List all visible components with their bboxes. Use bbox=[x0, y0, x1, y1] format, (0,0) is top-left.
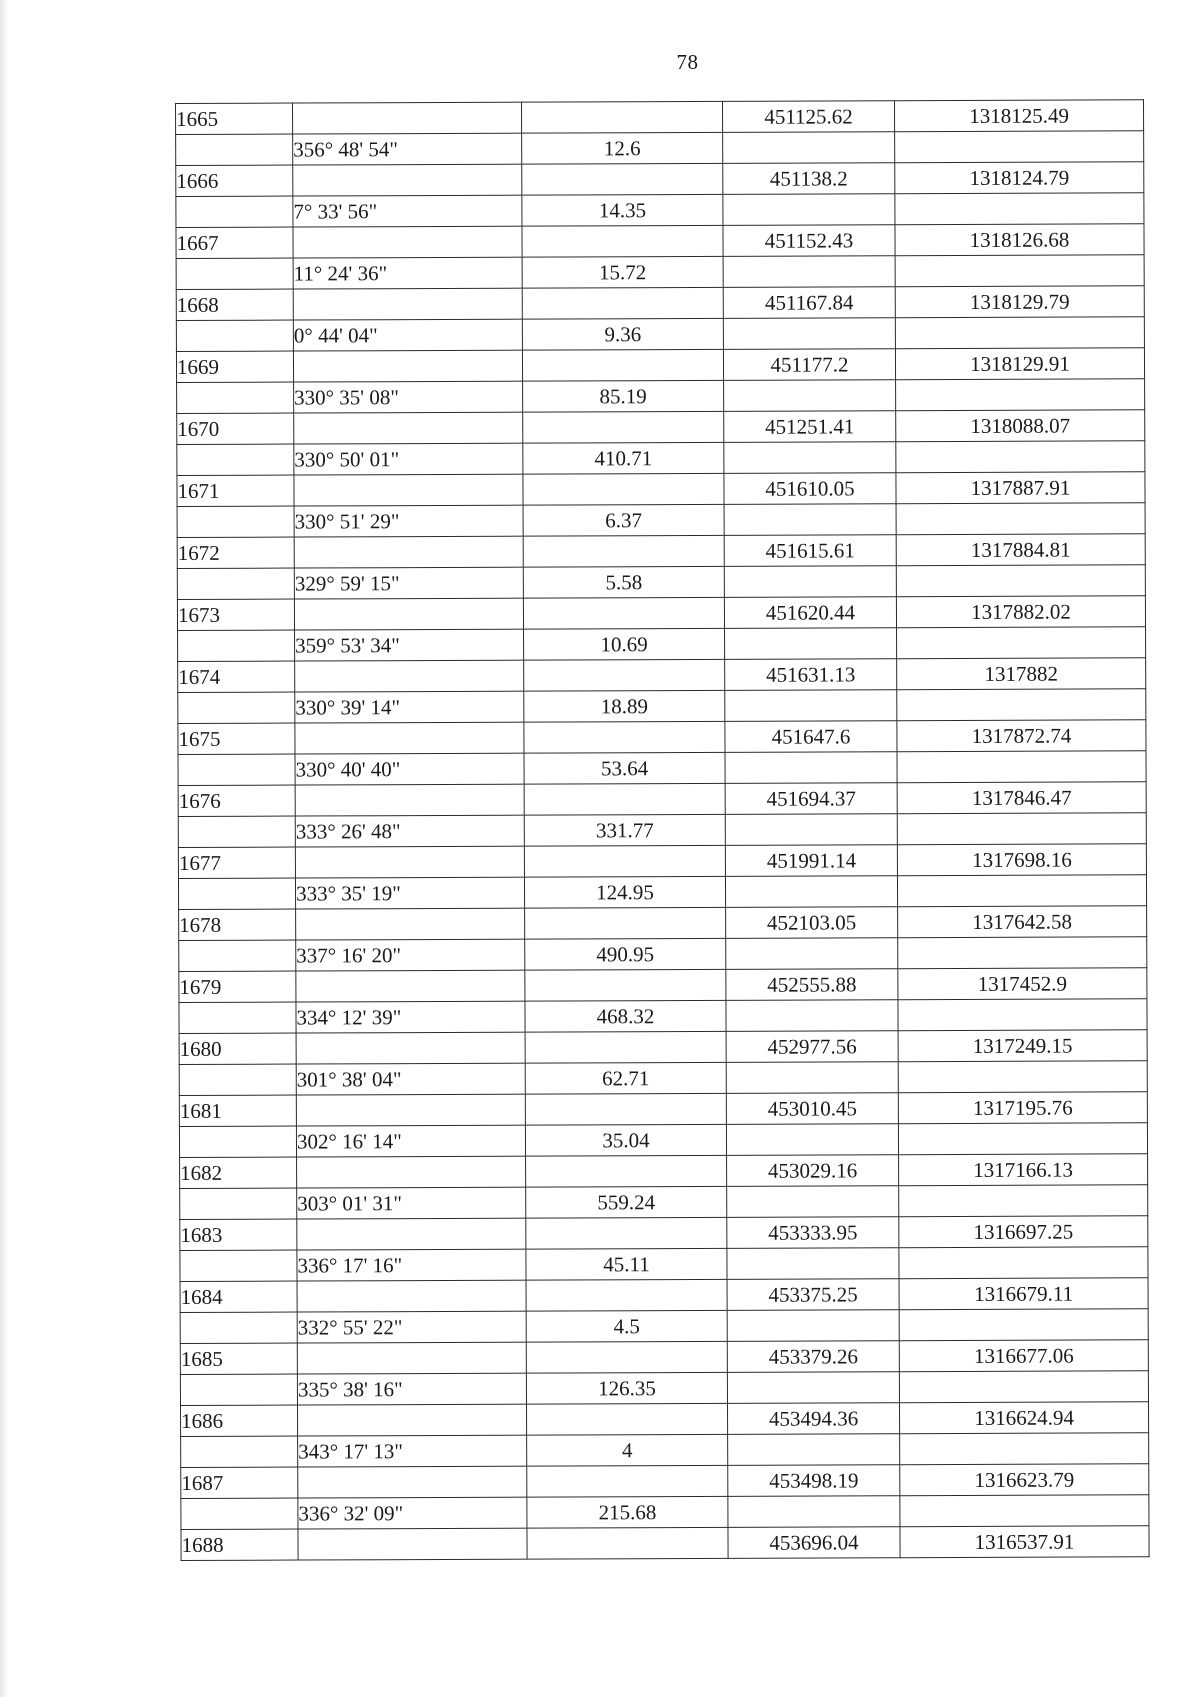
empty-cell bbox=[895, 255, 1144, 287]
empty-cell bbox=[295, 660, 524, 692]
empty-cell bbox=[897, 689, 1146, 721]
table-row-leg bbox=[181, 1495, 1149, 1530]
station-number: 1673 bbox=[177, 599, 294, 630]
station-number: 1681 bbox=[179, 1095, 296, 1126]
empty-cell bbox=[897, 751, 1146, 783]
station-number: 1675 bbox=[178, 723, 295, 754]
empty-cell bbox=[293, 288, 522, 320]
distance-value: 85.19 bbox=[523, 380, 724, 412]
empty-cell bbox=[297, 1280, 526, 1312]
empty-cell bbox=[727, 1248, 899, 1280]
empty-cell bbox=[297, 1218, 526, 1250]
empty-cell bbox=[724, 442, 896, 474]
table-row-station bbox=[180, 1154, 1148, 1189]
empty-cell bbox=[725, 628, 897, 660]
table-row-leg bbox=[180, 1309, 1148, 1344]
easting-value: 1317195.76 bbox=[898, 1092, 1147, 1124]
table-row-leg bbox=[179, 937, 1147, 972]
distance-value: 468.32 bbox=[525, 1000, 726, 1032]
distance-value: 53.64 bbox=[524, 752, 725, 784]
station-number: 1682 bbox=[180, 1157, 297, 1188]
empty-cell bbox=[178, 692, 295, 723]
bearing-value: 333° 26' 48" bbox=[295, 815, 524, 847]
table-row-leg bbox=[177, 503, 1145, 538]
empty-cell bbox=[179, 1064, 296, 1095]
empty-cell bbox=[724, 380, 896, 412]
station-number: 1688 bbox=[181, 1529, 298, 1560]
empty-cell bbox=[727, 1186, 899, 1218]
distance-value: 559.24 bbox=[526, 1186, 727, 1218]
bearing-value: 336° 17' 16" bbox=[297, 1249, 526, 1281]
distance-value: 62.71 bbox=[525, 1062, 726, 1094]
table-row-leg bbox=[180, 1371, 1148, 1406]
station-number: 1666 bbox=[176, 165, 293, 196]
empty-cell bbox=[526, 1217, 727, 1249]
empty-cell bbox=[294, 536, 523, 568]
distance-value: 45.11 bbox=[526, 1248, 727, 1280]
distance-value: 490.95 bbox=[525, 938, 726, 970]
bearing-value: 11° 24' 36" bbox=[293, 257, 522, 289]
table-row-station bbox=[180, 1340, 1148, 1375]
empty-cell bbox=[180, 1250, 297, 1281]
empty-cell bbox=[177, 506, 294, 537]
empty-cell bbox=[899, 1247, 1148, 1279]
distance-value: 14.35 bbox=[522, 194, 723, 226]
table-row-station bbox=[176, 162, 1144, 197]
empty-cell bbox=[526, 1341, 727, 1373]
bearing-value: 343° 17' 13" bbox=[298, 1435, 527, 1467]
empty-cell bbox=[297, 1342, 526, 1374]
empty-cell bbox=[895, 317, 1144, 349]
station-number: 1685 bbox=[180, 1343, 297, 1374]
northing-value: 453375.25 bbox=[727, 1279, 899, 1311]
table-row-station bbox=[179, 1030, 1147, 1065]
table-row-station bbox=[176, 348, 1144, 383]
station-number: 1679 bbox=[179, 971, 296, 1002]
station-number: 1674 bbox=[178, 661, 295, 692]
empty-cell bbox=[177, 382, 294, 413]
table-row-station bbox=[179, 906, 1147, 941]
empty-cell bbox=[179, 1126, 296, 1157]
table-row-station bbox=[178, 658, 1146, 693]
empty-cell bbox=[898, 1123, 1147, 1155]
empty-cell bbox=[725, 814, 897, 846]
empty-cell bbox=[525, 1031, 726, 1063]
table-row-leg bbox=[179, 999, 1147, 1034]
station-number: 1671 bbox=[177, 475, 294, 506]
distance-value: 9.36 bbox=[522, 318, 723, 350]
bearing-value: 303° 01' 31" bbox=[297, 1187, 526, 1219]
easting-value: 1316679.11 bbox=[899, 1278, 1148, 1310]
table-row-station bbox=[180, 1216, 1148, 1251]
table-row-leg bbox=[179, 1123, 1147, 1158]
empty-cell bbox=[526, 1403, 727, 1435]
empty-cell bbox=[293, 226, 522, 258]
empty-cell bbox=[725, 690, 897, 722]
station-number: 1668 bbox=[176, 289, 293, 320]
easting-value: 1317872.74 bbox=[897, 720, 1146, 752]
northing-value: 451152.43 bbox=[723, 225, 895, 257]
empty-cell bbox=[896, 503, 1145, 535]
empty-cell bbox=[896, 441, 1145, 473]
bearing-value: 301° 38' 04" bbox=[296, 1063, 525, 1095]
empty-cell bbox=[723, 194, 895, 226]
table-row-leg bbox=[177, 565, 1145, 600]
empty-cell bbox=[726, 1124, 898, 1156]
table-row-leg bbox=[176, 193, 1144, 228]
distance-value: 15.72 bbox=[522, 256, 723, 288]
empty-cell bbox=[897, 813, 1146, 845]
distance-value: 35.04 bbox=[525, 1124, 726, 1156]
empty-cell bbox=[525, 969, 726, 1001]
table-row-station bbox=[179, 968, 1147, 1003]
bearing-value: 359° 53' 34" bbox=[295, 629, 524, 661]
empty-cell bbox=[897, 627, 1146, 659]
table-row-station bbox=[177, 596, 1145, 631]
station-number: 1684 bbox=[180, 1281, 297, 1312]
empty-cell bbox=[899, 1371, 1148, 1403]
station-number: 1687 bbox=[181, 1467, 298, 1498]
station-number: 1676 bbox=[178, 785, 295, 816]
northing-value: 451694.37 bbox=[725, 783, 897, 815]
distance-value: 126.35 bbox=[526, 1372, 727, 1404]
empty-cell bbox=[725, 752, 897, 784]
empty-cell bbox=[180, 1312, 297, 1343]
distance-value: 12.6 bbox=[522, 132, 723, 164]
easting-value: 1316537.91 bbox=[900, 1526, 1149, 1558]
empty-cell bbox=[899, 1309, 1148, 1341]
empty-cell bbox=[180, 1374, 297, 1405]
survey-table-container bbox=[175, 99, 1149, 1561]
northing-value: 453498.19 bbox=[728, 1465, 900, 1497]
empty-cell bbox=[723, 256, 895, 288]
bearing-value: 333° 35' 19" bbox=[295, 877, 524, 909]
northing-value: 453029.16 bbox=[727, 1155, 899, 1187]
empty-cell bbox=[726, 1000, 898, 1032]
table-row-station bbox=[176, 286, 1144, 321]
northing-value: 453696.04 bbox=[728, 1527, 900, 1559]
bearing-value: 335° 38' 16" bbox=[297, 1373, 526, 1405]
empty-cell bbox=[524, 659, 725, 691]
station-number: 1686 bbox=[181, 1405, 298, 1436]
distance-value: 10.69 bbox=[524, 628, 725, 660]
northing-value: 453494.36 bbox=[727, 1403, 899, 1435]
empty-cell bbox=[295, 784, 524, 816]
bearing-value: 336° 32' 09" bbox=[298, 1497, 527, 1529]
empty-cell bbox=[178, 878, 295, 909]
empty-cell bbox=[895, 193, 1144, 225]
easting-value: 1316697.25 bbox=[899, 1216, 1148, 1248]
easting-value: 1317884.81 bbox=[896, 534, 1145, 566]
empty-cell bbox=[896, 565, 1145, 597]
table-row-leg bbox=[176, 317, 1144, 352]
table-row-leg bbox=[181, 1433, 1149, 1468]
empty-cell bbox=[293, 102, 522, 134]
easting-value: 1316677.06 bbox=[899, 1340, 1148, 1372]
station-number: 1683 bbox=[180, 1219, 297, 1250]
bearing-value: 330° 39' 14" bbox=[295, 691, 524, 723]
northing-value: 451177.2 bbox=[723, 349, 895, 381]
bearing-value: 332° 55' 22" bbox=[297, 1311, 526, 1343]
empty-cell bbox=[522, 287, 723, 319]
table-row-station bbox=[178, 844, 1146, 879]
survey-coordinates-table bbox=[175, 99, 1150, 1561]
empty-cell bbox=[295, 722, 524, 754]
distance-value: 6.37 bbox=[523, 504, 724, 536]
empty-cell bbox=[725, 876, 897, 908]
distance-value: 4 bbox=[527, 1434, 728, 1466]
bearing-value: 0° 44' 04" bbox=[293, 319, 522, 351]
empty-cell bbox=[723, 318, 895, 350]
empty-cell bbox=[181, 1498, 298, 1529]
empty-cell bbox=[900, 1495, 1149, 1527]
northing-value: 451251.41 bbox=[724, 411, 896, 443]
table-row-leg bbox=[178, 689, 1146, 724]
northing-value: 453379.26 bbox=[727, 1341, 899, 1373]
bearing-value: 302° 16' 14" bbox=[296, 1125, 525, 1157]
easting-value: 1316624.94 bbox=[899, 1402, 1148, 1434]
northing-value: 453333.95 bbox=[727, 1217, 899, 1249]
empty-cell bbox=[176, 134, 293, 165]
bearing-value: 329° 59' 15" bbox=[294, 567, 523, 599]
easting-value: 1318129.91 bbox=[895, 348, 1144, 380]
northing-value: 451138.2 bbox=[723, 163, 895, 195]
survey-table-body bbox=[176, 100, 1150, 1561]
northing-value: 451125.62 bbox=[722, 101, 894, 133]
table-row-leg bbox=[180, 1185, 1148, 1220]
empty-cell bbox=[296, 1032, 525, 1064]
empty-cell bbox=[527, 1465, 728, 1497]
table-row-leg bbox=[178, 875, 1146, 910]
empty-cell bbox=[900, 1433, 1149, 1465]
northing-value: 451620.44 bbox=[724, 597, 896, 629]
page-number: 78 bbox=[676, 50, 699, 74]
northing-value: 453010.45 bbox=[726, 1093, 898, 1125]
empty-cell bbox=[296, 970, 525, 1002]
empty-cell bbox=[726, 938, 898, 970]
distance-value: 18.89 bbox=[524, 690, 725, 722]
northing-value: 451610.05 bbox=[724, 473, 896, 505]
empty-cell bbox=[527, 1527, 728, 1559]
bearing-value: 7° 33' 56" bbox=[293, 195, 522, 227]
table-row-station bbox=[177, 472, 1145, 507]
northing-value: 451631.13 bbox=[725, 659, 897, 691]
empty-cell bbox=[898, 937, 1147, 969]
empty-cell bbox=[522, 225, 723, 257]
empty-cell bbox=[728, 1434, 900, 1466]
empty-cell bbox=[899, 1185, 1148, 1217]
empty-cell bbox=[178, 630, 295, 661]
table-row-station bbox=[181, 1526, 1149, 1561]
empty-cell bbox=[295, 846, 524, 878]
table-row-leg bbox=[177, 441, 1145, 476]
distance-value: 215.68 bbox=[527, 1496, 728, 1528]
empty-cell bbox=[727, 1372, 899, 1404]
table-row-leg bbox=[180, 1247, 1148, 1282]
empty-cell bbox=[523, 535, 724, 567]
table-row-station bbox=[181, 1402, 1149, 1437]
table-row-station bbox=[181, 1464, 1149, 1499]
northing-value: 452555.88 bbox=[726, 969, 898, 1001]
easting-value: 1318129.79 bbox=[895, 286, 1144, 318]
station-number: 1670 bbox=[177, 413, 294, 444]
empty-cell bbox=[521, 101, 722, 133]
table-row-leg bbox=[176, 255, 1144, 290]
empty-cell bbox=[727, 1310, 899, 1342]
empty-cell bbox=[728, 1496, 900, 1528]
empty-cell bbox=[726, 1062, 898, 1094]
table-row-station bbox=[177, 410, 1145, 445]
easting-value: 1317882 bbox=[897, 658, 1146, 690]
easting-value: 1316623.79 bbox=[900, 1464, 1149, 1496]
table-row-leg bbox=[178, 751, 1146, 786]
easting-value: 1317166.13 bbox=[899, 1154, 1148, 1186]
empty-cell bbox=[296, 1094, 525, 1126]
empty-cell bbox=[724, 566, 896, 598]
bearing-value: 330° 40' 40" bbox=[295, 753, 524, 785]
empty-cell bbox=[525, 907, 726, 939]
table-row-leg bbox=[178, 627, 1146, 662]
table-row-station bbox=[176, 100, 1144, 135]
empty-cell bbox=[898, 1061, 1147, 1093]
northing-value: 452977.56 bbox=[726, 1031, 898, 1063]
table-row-station bbox=[177, 534, 1145, 569]
empty-cell bbox=[524, 845, 725, 877]
empty-cell bbox=[525, 1093, 726, 1125]
easting-value: 1317882.02 bbox=[896, 596, 1145, 628]
empty-cell bbox=[298, 1466, 527, 1498]
distance-value: 5.58 bbox=[523, 566, 724, 598]
empty-cell bbox=[181, 1436, 298, 1467]
bearing-value: 330° 51' 29" bbox=[294, 505, 523, 537]
table-row-leg bbox=[179, 1061, 1147, 1096]
bearing-value: 330° 50' 01" bbox=[294, 443, 523, 475]
station-number: 1680 bbox=[179, 1033, 296, 1064]
bearing-value: 334° 12' 39" bbox=[296, 1001, 525, 1033]
empty-cell bbox=[897, 875, 1146, 907]
empty-cell bbox=[524, 783, 725, 815]
empty-cell bbox=[294, 598, 523, 630]
empty-cell bbox=[524, 721, 725, 753]
empty-cell bbox=[298, 1528, 527, 1560]
empty-cell bbox=[526, 1279, 727, 1311]
easting-value: 1317698.16 bbox=[897, 844, 1146, 876]
empty-cell bbox=[179, 1002, 296, 1033]
easting-value: 1317642.58 bbox=[898, 906, 1147, 938]
northing-value: 452103.05 bbox=[726, 907, 898, 939]
empty-cell bbox=[176, 320, 293, 351]
empty-cell bbox=[178, 754, 295, 785]
empty-cell bbox=[178, 816, 295, 847]
table-row-leg bbox=[178, 813, 1146, 848]
distance-value: 124.95 bbox=[524, 876, 725, 908]
empty-cell bbox=[895, 131, 1144, 163]
bearing-value: 337° 16' 20" bbox=[296, 939, 525, 971]
empty-cell bbox=[526, 1155, 727, 1187]
northing-value: 451615.61 bbox=[724, 535, 896, 567]
empty-cell bbox=[724, 504, 896, 536]
empty-cell bbox=[898, 999, 1147, 1031]
empty-cell bbox=[523, 597, 724, 629]
station-number: 1665 bbox=[176, 103, 293, 134]
easting-value: 1317887.91 bbox=[896, 472, 1145, 504]
empty-cell bbox=[177, 568, 294, 599]
table-row-leg bbox=[177, 379, 1145, 414]
empty-cell bbox=[297, 1156, 526, 1188]
table-row-station bbox=[180, 1278, 1148, 1313]
easting-value: 1317846.47 bbox=[897, 782, 1146, 814]
table-row-station bbox=[178, 782, 1146, 817]
easting-value: 1317249.15 bbox=[898, 1030, 1147, 1062]
empty-cell bbox=[298, 1404, 527, 1436]
empty-cell bbox=[180, 1188, 297, 1219]
northing-value: 451167.84 bbox=[723, 287, 895, 319]
empty-cell bbox=[523, 411, 724, 443]
station-number: 1669 bbox=[176, 351, 293, 382]
easting-value: 1318125.49 bbox=[894, 100, 1143, 132]
empty-cell bbox=[294, 412, 523, 444]
scan-edge-shadow bbox=[0, 0, 8, 1697]
empty-cell bbox=[176, 196, 293, 227]
bearing-value: 330° 35' 08" bbox=[294, 381, 523, 413]
empty-cell bbox=[296, 908, 525, 940]
table-row-station bbox=[178, 720, 1146, 755]
station-number: 1677 bbox=[178, 847, 295, 878]
distance-value: 410.71 bbox=[523, 442, 724, 474]
empty-cell bbox=[293, 350, 522, 382]
empty-cell bbox=[723, 132, 895, 164]
station-number: 1667 bbox=[176, 227, 293, 258]
easting-value: 1318126.68 bbox=[895, 224, 1144, 256]
northing-value: 451991.14 bbox=[725, 845, 897, 877]
easting-value: 1317452.9 bbox=[898, 968, 1147, 1000]
empty-cell bbox=[176, 258, 293, 289]
empty-cell bbox=[293, 164, 522, 196]
bearing-value: 356° 48' 54" bbox=[293, 133, 522, 165]
empty-cell bbox=[179, 940, 296, 971]
station-number: 1678 bbox=[179, 909, 296, 940]
table-row-station bbox=[179, 1092, 1147, 1127]
empty-cell bbox=[523, 473, 724, 505]
easting-value: 1318088.07 bbox=[896, 410, 1145, 442]
empty-cell bbox=[522, 349, 723, 381]
northing-value: 451647.6 bbox=[725, 721, 897, 753]
station-number: 1672 bbox=[177, 537, 294, 568]
distance-value: 331.77 bbox=[524, 814, 725, 846]
table-row-station bbox=[176, 224, 1144, 259]
empty-cell bbox=[522, 163, 723, 195]
empty-cell bbox=[896, 379, 1145, 411]
empty-cell bbox=[294, 474, 523, 506]
easting-value: 1318124.79 bbox=[895, 162, 1144, 194]
distance-value: 4.5 bbox=[526, 1310, 727, 1342]
empty-cell bbox=[177, 444, 294, 475]
table-row-leg bbox=[176, 131, 1144, 166]
